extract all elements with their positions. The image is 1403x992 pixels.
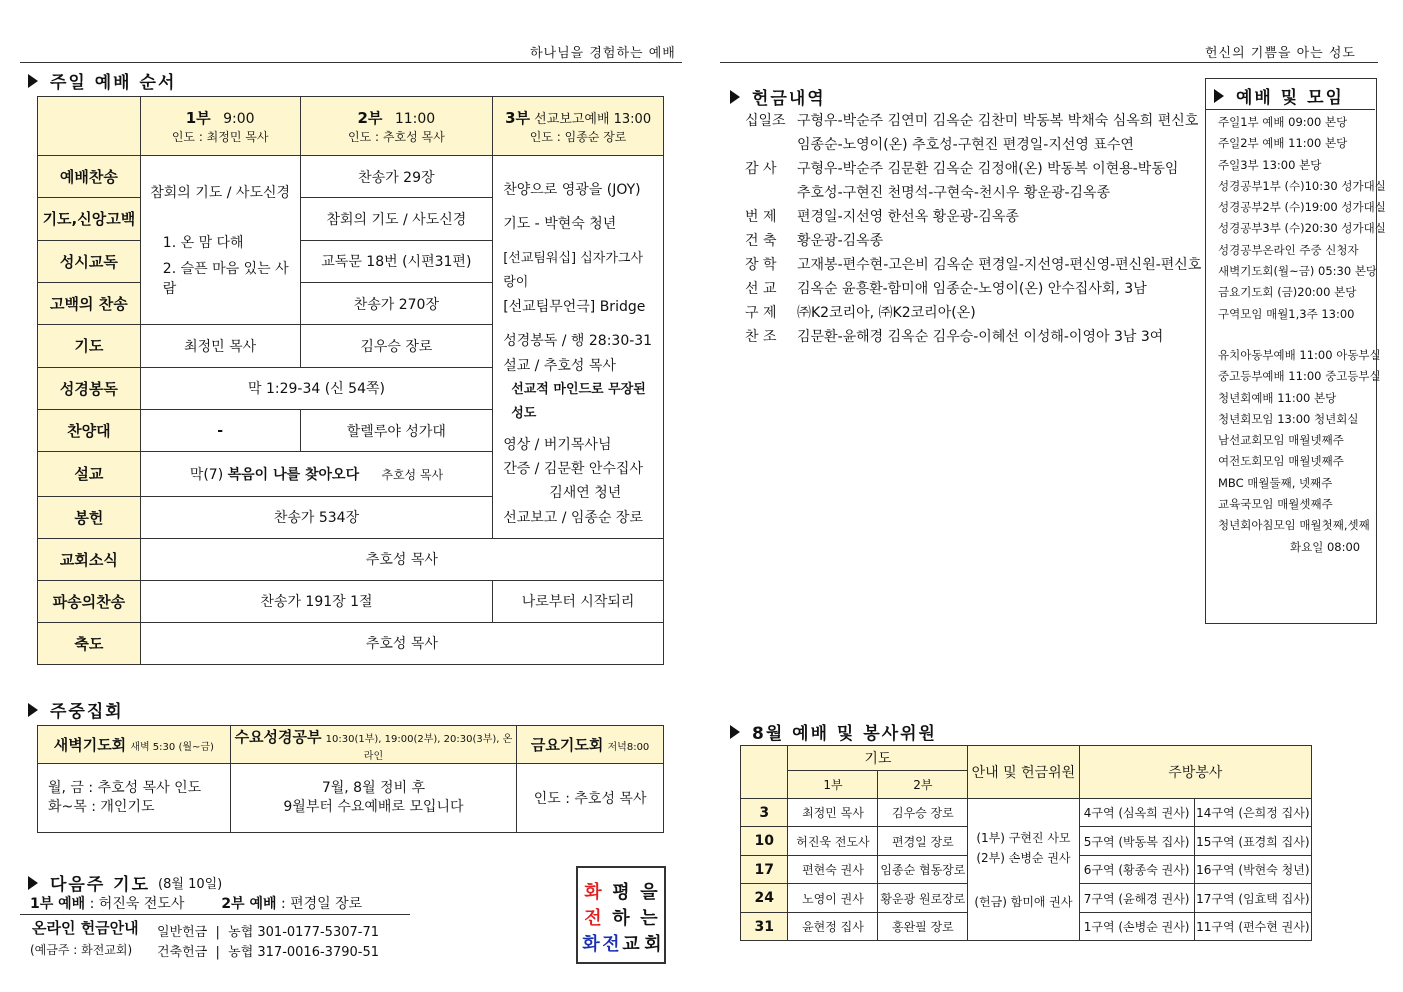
- offering-row: 장 학 고재봉-편수현-고은비 김옥순 편경일-지선영-편신영-편신원-편신호: [745, 257, 1202, 273]
- offerings-heading: [730, 84, 826, 109]
- meeting-item: 청년회예배 11:00 본당: [1218, 390, 1337, 405]
- service-1-header: 1부 9:00 인도 : 최정민 목사: [140, 97, 300, 156]
- prayer-1-header: 1부: [788, 771, 878, 799]
- logo-char: 을: [640, 882, 658, 903]
- left-header-rule: [20, 62, 682, 63]
- row-label: 찬양대: [38, 409, 141, 451]
- service-3-header: 3부 선교보고예배 13:00 인도 : 임종순 장로: [493, 97, 664, 156]
- service-2-header: 2부 11:00 인도 : 추호성 목사: [300, 97, 493, 156]
- row-label: 기도: [38, 325, 141, 367]
- meeting-item: 성경공부2부 (수)19:00 성가대실: [1218, 200, 1386, 215]
- offering-row: 선 교 김옥순 윤흥환-함미애 임종순-노영이(온) 안수집사회, 3남: [745, 281, 1147, 297]
- offering-row: 임종순-노영이(온) 추호성-구현진 편경일-지선영 표수연: [797, 137, 1134, 153]
- duty-kitchen-2: 11구역 (편수현 권사): [1194, 913, 1311, 941]
- duty-prayer-1: 편현숙 권사: [788, 856, 878, 884]
- duty-day: 17: [741, 856, 788, 884]
- offering-row: 추호성-구현진 천명석-구현숙-천시우 황운광-김옥종: [797, 185, 1111, 201]
- dawn-prayer-header: 새벽기도회 새벽 5:30 (월~금): [38, 726, 231, 764]
- meeting-item: 중고등부예배 11:00 중고등부실: [1218, 369, 1381, 384]
- duty-kitchen-2: 14구역 (은희정 집사): [1194, 799, 1311, 827]
- section-title: 헌금내역: [752, 89, 826, 109]
- section-title: 주일 예배 순서: [50, 73, 177, 93]
- meeting-item: 성경공부1부 (수)10:30 성가대실: [1218, 178, 1386, 193]
- left-page-header: 하나님을 경험하는 예배: [530, 46, 676, 61]
- meeting-item: 주일3부 13:00 본당: [1218, 157, 1322, 172]
- sermon-cell: 막(7) 복음이 나를 찾아오다 추호성 목사: [140, 452, 492, 496]
- row-label: 예배찬송: [38, 156, 141, 198]
- logo-char: 교: [622, 934, 640, 955]
- row-label: 고백의 찬송: [38, 282, 141, 324]
- usher-header: 안내 및 헌금위원: [968, 746, 1079, 799]
- offering-row: 건 축 황운광-김옥종: [745, 233, 884, 249]
- duty-prayer-1: 최정민 목사: [788, 799, 878, 827]
- triangle-bullet-icon: [730, 725, 740, 739]
- duty-prayer-2: 황운광 원로장로: [878, 884, 968, 913]
- prayer-2-header: 2부: [878, 771, 968, 799]
- meeting-item: 여전도회모임 매월넷째주: [1218, 454, 1344, 469]
- section-title: 다음주 기도: [50, 875, 151, 895]
- service-3-program: 찬양으로 영광을 (JOY) 기도 - 박현숙 청년 [선교팀워십] 십자가그사랑이 [선교팀무언극] Bridge 성경봉독 / 행 28:30-31 설교 / 추호성 목사 선교적 마인드로 무장된 성도 영상 / 버기목사님 간증 / 김문환 안수집사 김새연 청년 선교보고 / 임종순 장로: [493, 156, 664, 539]
- row-label: 성경봉독: [38, 367, 141, 409]
- right-header-rule: [720, 62, 1378, 63]
- duty-prayer-2: 김우승 장로: [878, 799, 968, 827]
- usher-cell: (1부) 구현진 사모 (2부) 손병순 권사 (헌금) 함미애 권사: [968, 799, 1079, 941]
- logo-char: 전: [602, 934, 620, 955]
- meeting-item: 청년회모임 13:00 청년회실: [1218, 411, 1359, 426]
- duty-prayer-1: 윤현정 집사: [788, 913, 878, 941]
- row-label: 봉헌: [38, 496, 141, 538]
- logo-char: 전: [584, 908, 602, 929]
- worship-order-heading: [28, 68, 176, 93]
- duty-kitchen-2: 17구역 (임효택 집사): [1194, 884, 1311, 913]
- duty-day: 31: [741, 913, 788, 941]
- offering-row: 십일조 구형우-박순주 김연미 김옥순 김찬미 박동복 박채숙 심옥희 편신호: [745, 113, 1199, 129]
- triangle-bullet-icon: [28, 703, 38, 717]
- scripture-reading: 막 1:29-34 (신 54쪽): [140, 367, 492, 409]
- row-label: 교회소식: [38, 538, 141, 580]
- triangle-bullet-icon: [1214, 89, 1224, 103]
- offering-row: 찬 조 김문환-윤해경 김옥순 김우승-이혜선 이성해-이영아 3남 3여: [745, 329, 1164, 345]
- logo-char: 는: [640, 908, 658, 929]
- service-2-choir: 할렐루야 성가대: [300, 409, 493, 451]
- meetings-heading: [1214, 83, 1344, 108]
- corner-cell: [38, 97, 141, 156]
- weekday-heading: [28, 697, 124, 722]
- corner-cell: [741, 746, 788, 799]
- meeting-item: 주일2부 예배 11:00 본당: [1218, 136, 1348, 151]
- offering-row: 감 사 구형우-박순주 김문환 김옥순 김정애(온) 박동복 이현용-박동임: [745, 161, 1179, 177]
- kitchen-header: 주방봉사: [1079, 746, 1311, 799]
- duty-kitchen-1: 5구역 (박동복 집사): [1079, 827, 1194, 856]
- service-1-choir: -: [140, 409, 300, 451]
- wednesday-study-detail: 7월, 8월 정비 후 9월부터 수요예배로 모입니다: [230, 764, 517, 833]
- logo-char: 화: [582, 934, 600, 955]
- friday-prayer-detail: 인도 : 추호성 목사: [517, 764, 664, 833]
- logo-char: 회: [644, 934, 662, 955]
- sending-hymn: 찬송가 191장 1절: [140, 580, 492, 622]
- meeting-item: MBC 매월둘째, 넷째주: [1218, 475, 1333, 490]
- church-news: 추호성 목사: [140, 538, 663, 580]
- meeting-item: 유치아동부예배 11:00 아동부실: [1218, 348, 1381, 362]
- meetings-list-1: [1218, 112, 1386, 325]
- next-prayer-heading: [28, 870, 222, 895]
- sending-hymn-3: 나로부터 시작되리: [493, 580, 664, 622]
- meeting-item: 성경공부온라인 주중 신청자: [1218, 242, 1359, 257]
- church-logo: [576, 866, 666, 964]
- service-2-hymn: 찬송가 29장: [300, 156, 493, 198]
- meeting-item: 화요일 08:00: [1290, 539, 1361, 554]
- duty-prayer-2: 임종순 협동장로: [878, 856, 968, 884]
- duty-kitchen-1: 4구역 (심옥희 권사): [1079, 799, 1194, 827]
- duty-day: 24: [741, 884, 788, 913]
- duty-kitchen-1: 6구역 (황종숙 권사): [1079, 856, 1194, 884]
- meeting-item: 금요기도회 (금)20:00 본당: [1218, 285, 1357, 300]
- duty-kitchen-2: 15구역 (표경희 집사): [1194, 827, 1311, 856]
- wednesday-study-header: 수요성경공부 10:30(1부), 19:00(2부), 20:30(3부), 온라인: [230, 726, 517, 764]
- triangle-bullet-icon: [28, 74, 38, 88]
- meeting-item: 성경공부3부 (수)20:30 성가대실: [1218, 221, 1386, 236]
- logo-char: 평: [612, 882, 630, 903]
- logo-char: 화: [584, 882, 602, 903]
- august-duty-table: [740, 745, 1312, 941]
- duty-prayer-1: 허진욱 전도사: [788, 827, 878, 856]
- service-2-hymn2: 찬송가 270장: [300, 282, 493, 324]
- online-offering-account-2: 건축헌금 | 농협 317-0016-3790-51: [157, 945, 379, 960]
- duty-prayer-1: 노영이 권사: [788, 884, 878, 913]
- meetings-box: [1205, 78, 1386, 624]
- meetings-list-2: [1218, 345, 1381, 558]
- right-page-header: 헌신의 기쁨을 아는 성도: [1205, 46, 1356, 61]
- offering-row: 번 제 편경일-지선영 한선옥 황운광-김옥종: [745, 209, 1019, 225]
- service-2-prayer: 김우승 장로: [300, 325, 493, 367]
- duty-prayer-2: 편경일 장로: [878, 827, 968, 856]
- next-prayer-assignments: 1부 예배 : 허진욱 전도사 2부 예배 : 편경일 장로: [30, 896, 363, 912]
- section-title: 8월 예배 및 봉사위원: [752, 724, 937, 744]
- worship-order-table: [37, 96, 664, 665]
- row-label: 축도: [38, 622, 141, 664]
- duty-day: 10: [741, 827, 788, 856]
- meeting-item: 주일1부 예배 09:00 본당: [1218, 115, 1348, 129]
- logo-char: 하: [612, 908, 630, 929]
- service-2-creed: 참회의 기도 / 사도신경: [300, 198, 493, 240]
- row-label: 설교: [38, 452, 141, 496]
- meeting-item: 구역모임 매월1,3주 13:00: [1218, 306, 1355, 321]
- prayer-header: 기도: [788, 746, 968, 771]
- dawn-prayer-detail: 월, 금 : 추호성 목사 인도 화~목 : 개인기도: [38, 764, 231, 833]
- triangle-bullet-icon: [28, 876, 38, 890]
- duty-kitchen-1: 7구역 (윤해경 권사): [1079, 884, 1194, 913]
- section-title: 주중집회: [50, 702, 124, 722]
- duty-kitchen-1: 1구역 (손병순 권사): [1079, 913, 1194, 941]
- online-offering-account-1: 일반헌금 | 농협 301-0177-5307-71: [157, 925, 379, 940]
- meeting-item: 남선교회모임 매월넷째주: [1218, 433, 1344, 448]
- row-label: 성시교독: [38, 240, 141, 282]
- friday-prayer-header: 금요기도회 저녁8:00: [517, 726, 664, 764]
- weekday-table: [37, 725, 664, 833]
- meeting-item: 새벽기도회(월~금) 05:30 본당: [1218, 264, 1378, 279]
- section-title: 예배 및 모임: [1236, 88, 1344, 108]
- august-duty-heading: [730, 719, 937, 744]
- row-label: 기도,신앙고백: [38, 198, 141, 240]
- service-2-reading: 교독문 18번 (시편31편): [300, 240, 493, 282]
- next-prayer-rule: [20, 914, 410, 915]
- duty-day: 3: [741, 799, 788, 827]
- online-offering-holder: (예금주 : 화전교회): [30, 943, 133, 957]
- meeting-item: 교육국모임 매월셋째주: [1218, 497, 1333, 512]
- online-offering-title: 온라인 헌금안내: [32, 919, 139, 937]
- duty-kitchen-2: 16구역 (박현숙 청년): [1194, 856, 1311, 884]
- service-1-prayer: 최정민 목사: [140, 325, 300, 367]
- triangle-bullet-icon: [730, 90, 740, 104]
- row-label: 파송의찬송: [38, 580, 141, 622]
- meeting-item: 청년회아침모임 매월첫째,셋째: [1218, 518, 1370, 533]
- offering-hymn: 찬송가 534장: [140, 496, 492, 538]
- next-prayer-date: (8월 10일): [158, 877, 223, 892]
- service-1-creed-cell: 참회의 기도 / 사도신경 1. 온 맘 다해 2. 슬픈 마음 있는 사람: [140, 156, 300, 325]
- duty-prayer-2: 홍완필 장로: [878, 913, 968, 941]
- offering-row: 구 제 ㈜K2코리아, ㈜K2코리아(온): [745, 305, 976, 321]
- benediction: 추호성 목사: [140, 622, 663, 664]
